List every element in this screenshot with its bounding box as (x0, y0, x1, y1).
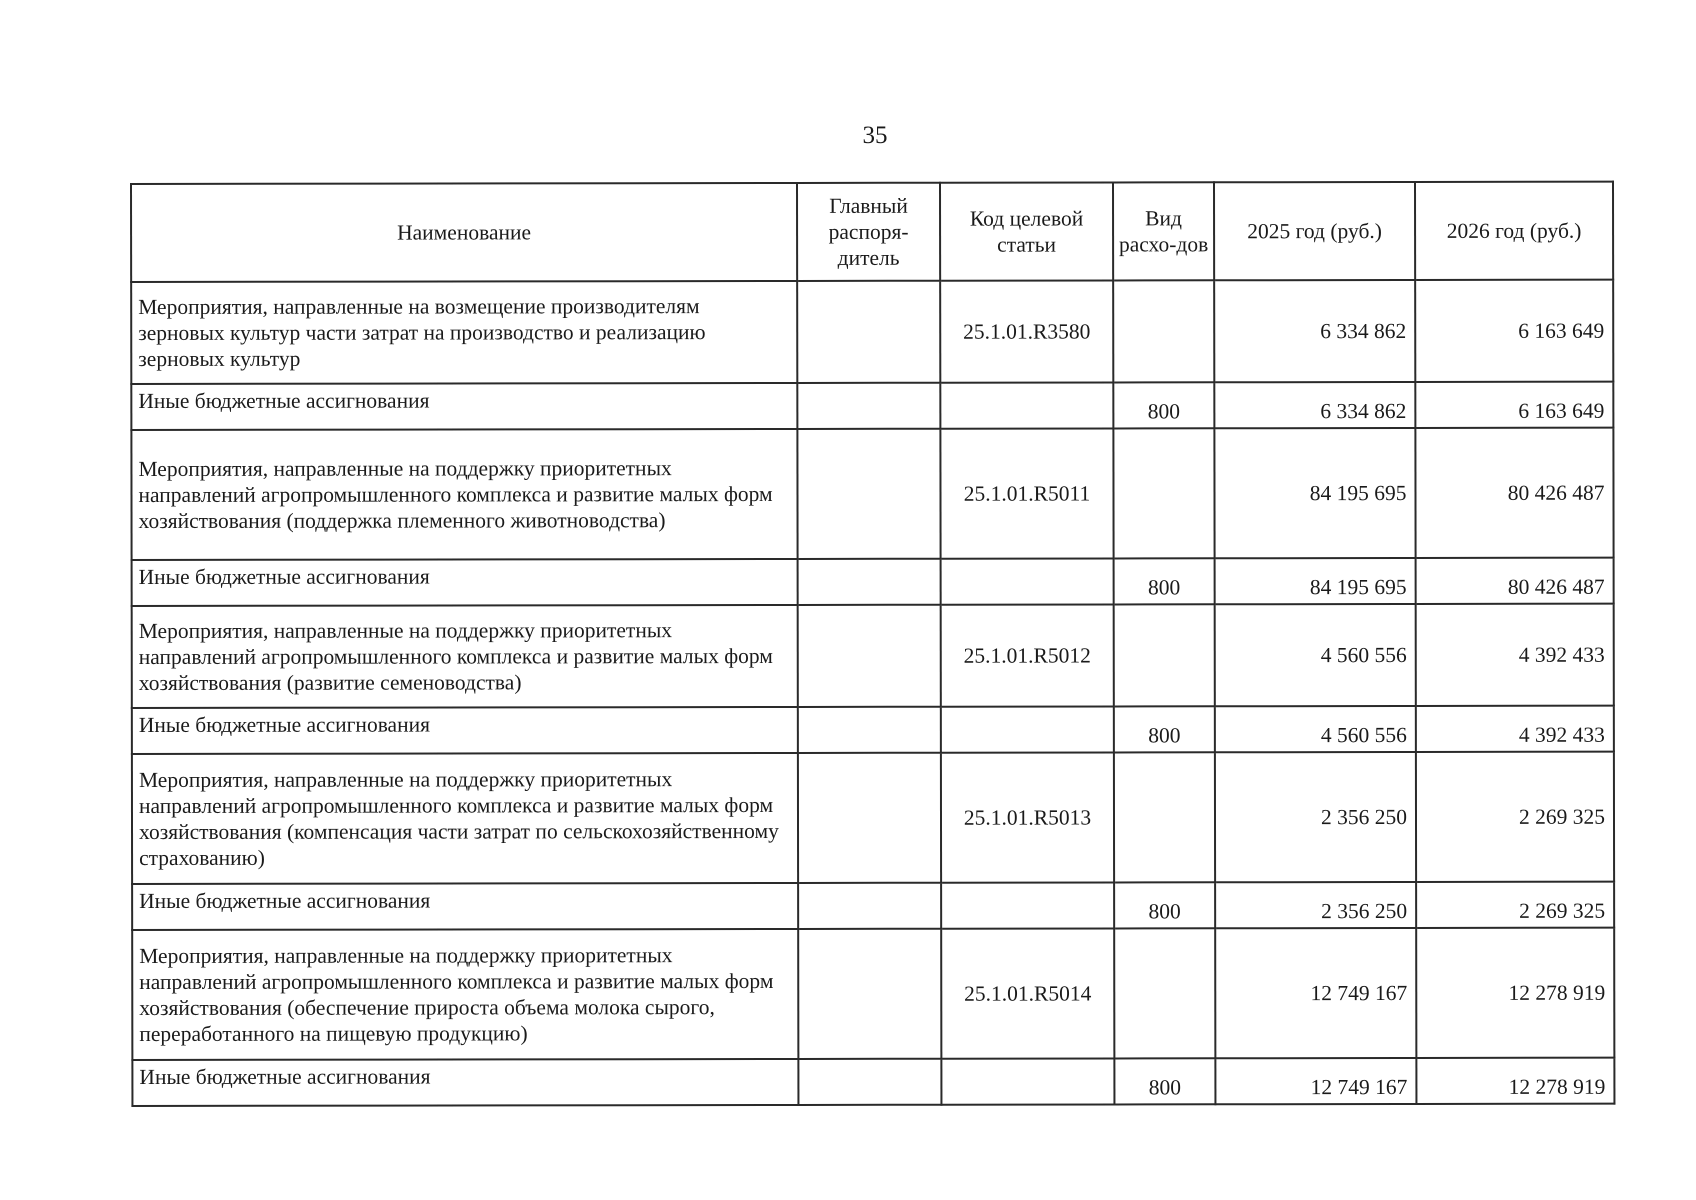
row-2026: 4 392 433 (1416, 706, 1614, 752)
row-code: 25.1.01.R3580 (940, 280, 1113, 382)
row-2025: 84 195 695 (1215, 558, 1416, 604)
row-admin (798, 753, 941, 883)
page-number: 35 (862, 122, 888, 149)
row-name: Мероприятия, направленные на поддержку приоритетных направлений агропромышленного комплекса и развитие малых форм хозяйствования (компенсация части затрат по сельскохозяйственному страхованию) (132, 753, 798, 884)
row-code (941, 706, 1114, 752)
row-type (1113, 428, 1214, 558)
row-2026: 2 269 325 (1416, 752, 1614, 882)
row-type: 800 (1113, 382, 1214, 428)
row-2026: 4 392 433 (1416, 604, 1614, 706)
row-admin (798, 1059, 941, 1105)
row-code (941, 1058, 1114, 1104)
row-type: 800 (1114, 706, 1215, 752)
row-name: Иные бюджетные ассигнования (132, 707, 798, 754)
row-name: Мероприятия, направленные на возмещение производителям зерновых культур части затрат на производство и реализацию зерновых культур (131, 281, 797, 384)
table-header-row (131, 182, 1613, 282)
header-type: Вид расхо-дов (1113, 182, 1214, 280)
row-admin (798, 707, 941, 753)
table-row (131, 382, 1613, 430)
table-row (131, 428, 1613, 560)
row-2025: 4 560 556 (1215, 604, 1416, 706)
row-admin (797, 281, 940, 383)
row-name: Иные бюджетные ассигнования (132, 1059, 798, 1106)
row-name: Иные бюджетные ассигнования (132, 559, 798, 606)
row-name: Иные бюджетные ассигнования (132, 883, 798, 930)
row-2026: 2 269 325 (1416, 882, 1614, 928)
row-code (940, 382, 1113, 428)
row-admin (797, 383, 940, 429)
row-code: 25.1.01.R5013 (941, 752, 1114, 882)
header-2025: 2025 год (руб.) (1214, 182, 1415, 280)
budget-table (130, 181, 1615, 1107)
row-admin (798, 883, 941, 929)
row-2026: 12 278 919 (1416, 1058, 1614, 1104)
row-2026: 6 163 649 (1415, 382, 1613, 428)
row-admin (798, 929, 941, 1059)
row-code: 25.1.01.R5011 (940, 428, 1113, 558)
header-code: Код целевой статьи (940, 182, 1113, 280)
table-row (132, 604, 1614, 708)
row-2026: 12 278 919 (1416, 928, 1614, 1058)
table-row (132, 706, 1614, 754)
row-2026: 80 426 487 (1416, 558, 1614, 604)
table-row (132, 558, 1614, 606)
row-2025: 12 749 167 (1215, 1058, 1416, 1104)
row-code: 25.1.01.R5012 (941, 604, 1114, 706)
row-2025: 84 195 695 (1214, 428, 1415, 558)
header-admin: Главный распоря-дитель (797, 183, 940, 281)
row-type: 800 (1114, 558, 1215, 604)
row-code (941, 882, 1114, 928)
header-name: Наименование (131, 183, 797, 282)
row-admin (798, 605, 941, 707)
table-row (131, 280, 1613, 384)
row-type (1114, 752, 1215, 882)
row-2026: 80 426 487 (1415, 428, 1613, 558)
row-type (1113, 280, 1214, 382)
row-code: 25.1.01.R5014 (941, 928, 1114, 1058)
row-type: 800 (1114, 882, 1215, 928)
row-admin (797, 429, 940, 559)
row-2025: 2 356 250 (1215, 752, 1416, 882)
row-type: 800 (1114, 1058, 1215, 1104)
row-2025: 12 749 167 (1215, 928, 1416, 1058)
row-2025: 2 356 250 (1215, 882, 1416, 928)
row-name: Мероприятия, направленные на поддержку приоритетных направлений агропромышленного комплекса и развитие малых форм хозяйствования (развитие семеноводства) (132, 605, 798, 708)
table-row (132, 928, 1614, 1060)
row-admin (798, 559, 941, 605)
row-2025: 6 334 862 (1214, 382, 1415, 428)
row-2026: 6 163 649 (1415, 280, 1613, 382)
row-name: Мероприятия, направленные на поддержку приоритетных направлений агропромышленного комплекса и развитие малых форм хозяйствования (поддержка племенного животноводства) (131, 429, 797, 560)
header-2026: 2026 год (руб.) (1415, 182, 1613, 280)
table-row (132, 882, 1614, 930)
row-type (1114, 928, 1215, 1058)
table-row (132, 752, 1614, 884)
row-2025: 6 334 862 (1214, 280, 1415, 382)
row-code (941, 558, 1114, 604)
row-type (1114, 604, 1215, 706)
row-name: Мероприятия, направленные на поддержку приоритетных направлений агропромышленного комплекса и развитие малых форм хозяйствования (обеспечение прироста объема молока сырого, переработанного на пищевую продукцию) (132, 929, 798, 1060)
row-2025: 4 560 556 (1215, 706, 1416, 752)
table-row (132, 1058, 1614, 1106)
row-name: Иные бюджетные ассигнования (131, 383, 797, 430)
